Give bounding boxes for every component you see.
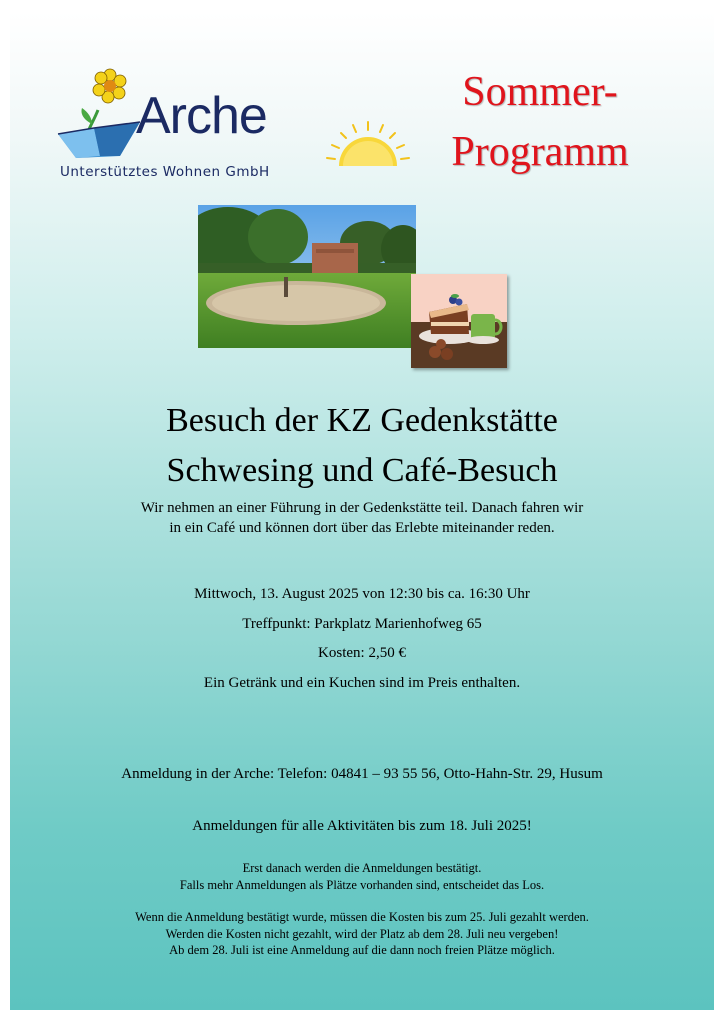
event-date: Mittwoch, 13. August 2025 von 12:30 bis ca. 16:30 Uhr (194, 586, 530, 602)
cake-and-coffee-illustration (411, 274, 507, 368)
cost-included-note: Ein Getränk und ein Kuchen sind im Preis enthalten. (203, 674, 521, 691)
memorial-photo (198, 205, 416, 348)
arche-logo (54, 68, 314, 188)
event-details (10, 580, 714, 698)
program-title-line2: Programm (451, 129, 629, 175)
flower-boat-icon (54, 68, 144, 162)
registration-notes (10, 860, 714, 893)
event-cost: Kosten: 2,50 € (318, 645, 406, 661)
program-title (410, 62, 670, 182)
flyer-page (10, 12, 714, 1010)
event-title-line2: Schwesing und Café-Besuch (166, 452, 558, 489)
program-title-line1: Sommer- (462, 69, 618, 115)
note-line5: Ab dem 28. Juli ist eine Anmeldung auf die dann noch freien Plätze möglich. (169, 943, 555, 957)
payment-notes (10, 909, 714, 959)
note-line3: Wenn die Anmeldung bestätigt wurde, müssen die Kosten bis zum 25. Juli gezahlt werden. (135, 910, 589, 924)
meeting-point: Treffpunkt: Parkplatz Marienhofweg 65 (242, 615, 482, 632)
note-line1: Erst danach werden die Anmeldungen bestätigt. (242, 861, 482, 875)
sun-icon (325, 120, 411, 172)
registration-deadline: Anmeldungen für alle Aktivitäten bis zum 18. Juli 2025! (192, 818, 532, 834)
event-intro (70, 498, 654, 538)
registration-contact: Anmeldung in der Arche: Telefon: 04841 – 93 55 56, Otto-Hahn-Str. 29, Husum (121, 766, 603, 782)
brand-name: Arche (136, 87, 267, 145)
note-line4: Werden die Kosten nicht gezahlt, wird der Platz ab dem 28. Juli neu vergeben! (165, 926, 559, 941)
brand-subtitle: Unterstütztes Wohnen GmbH (60, 164, 270, 180)
intro-line1: Wir nehmen an einer Führung in der Gedenkstätte teil. Danach fahren wir (140, 500, 584, 516)
note-line2: Falls mehr Anmeldungen als Plätze vorhanden sind, entscheidet das Los. (179, 877, 545, 892)
intro-line2: in ein Café und können dort über das Erlebte miteinander reden. (169, 520, 555, 536)
event-title (10, 396, 714, 496)
event-title-line1: Besuch der KZ Gedenkstätte (166, 402, 558, 439)
